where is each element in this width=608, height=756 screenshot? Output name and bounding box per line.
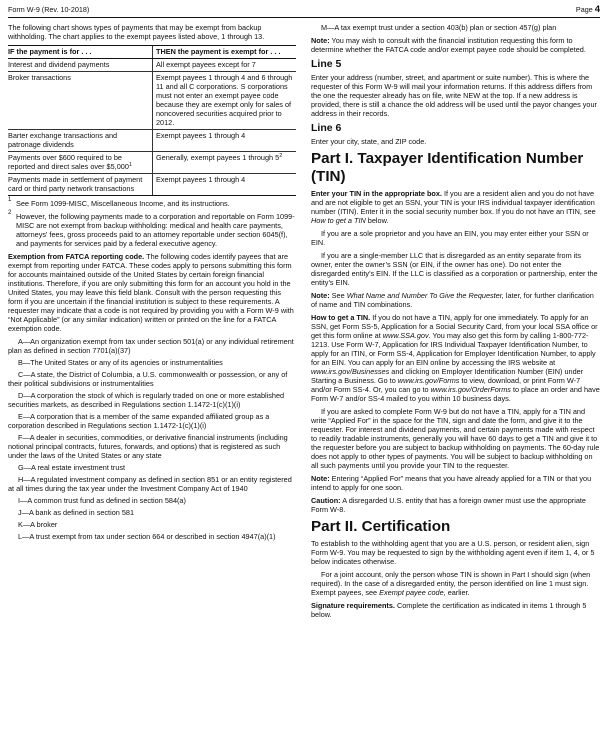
fatca-heading: Exemption from FATCA reporting code. (8, 252, 145, 261)
fatca-code-j: J—A bank as defined in section 581 (18, 508, 135, 517)
page-header (8, 5, 600, 17)
line6-heading: Line 6 (311, 122, 342, 134)
fatca-code-l: L—A trust exempt from tax under section 664 or described in section 4947(a)(1) (18, 532, 276, 541)
table-cell: Broker transactions (8, 72, 153, 130)
table-cell: Exempt payees 1 through 4 and 6 through 11 and all C corporations. S corporations must not enter an exempt payee code because they are exempt only for sales of noncovered securities acquired prior to 2012. (153, 72, 297, 130)
table-cell: All exempt payees except for 7 (153, 59, 297, 72)
applied-for-paragraph: If you are asked to complete Form W-9 but do not have a TIN, apply for a TIN and write “Applied For” in the space for the TIN, sign and date the form, and give it to the requester. For interest and dividend payments, and certain payments made with respect to readily tradable instruments, generally you will have 60 days to get a TIN and give it to the requester before you are subject to backup withholding on payments. The 60-day rule does not apply to other types of payments. You will be subject to backup withholding on all such payments until you provide your TIN to the requester. (311, 407, 600, 470)
llc-paragraph: If you are a single-member LLC that is disregarded as an entity separate from its owner, enter the owner’s SSN (or EIN, if the owner has one). Do not enter the disregarded entity’s EIN. If the LLC is classified as a corporation or partnership, enter the entity’s EIN. (311, 251, 598, 287)
how-to-text: and clicking on Employer Identification Number (EIN) under Starting a Business. Go to (311, 367, 584, 385)
form-title: Form W-9 (Rev. 10-2018) (8, 5, 90, 14)
table-cell: Interest and dividend payments (8, 59, 153, 72)
table-header-row (8, 46, 296, 59)
signature-requirements-paragraph (311, 601, 600, 619)
signature-lead: Signature requirements. (311, 601, 395, 610)
how-to-lead: How to get a TIN. (311, 313, 371, 322)
footnote-ref: 1 (128, 162, 132, 168)
ssa-link: www.SSA.gov (382, 331, 429, 340)
note-text: later, for further clarification of name and TIN combinations. (311, 291, 594, 309)
table-cell: Barter exchange transactions and patronage dividends (8, 130, 153, 152)
tin-paragraph (311, 189, 600, 225)
exemption-chart-table (8, 45, 296, 196)
footnote-ref: 2 (279, 153, 283, 159)
irs-orderforms-link: www.irs.gov/OrderForms (430, 385, 511, 394)
how-to-get-tin-paragraph (311, 313, 600, 403)
note-label: Note: (311, 36, 330, 45)
tin-text: below. (365, 216, 389, 225)
chart-intro: The following chart shows types of payments that may be exempt from backup withholding. The chart applies to the exempt payees listed above, 1 through 13. (8, 23, 265, 41)
note-ref: What Name and Number To Give the Requester, (346, 291, 504, 300)
fatca-body: The following codes identify payees that are exempt from reporting under FATCA. These codes apply to persons submitting this form for accounts maintained outside of the United States by certain foreign financial institutions. Therefore, if you are only submitting this form for an account you hold in the United States, you may leave this field blank. Consult with the person requesting this form if you are uncertain if the financial institution is subject to these requirements. A requester may indicate that a code is not required by providing you with a Form W-9 with “Not Applicable” (or any similar indication) written or printed on the line for a FATCA exemption code. (8, 252, 294, 333)
line6-body: Enter your city, state, and ZIP code. (311, 137, 427, 146)
line5-heading: Line 5 (311, 58, 342, 70)
table-header-cell: IF the payment is for . . . (8, 46, 153, 59)
how-to-text: to place an order and have Form W-7 and/or SS-4 mailed to you within 10 business days. (311, 385, 600, 403)
right-column (311, 23, 600, 623)
note-paragraph (311, 36, 600, 54)
fatca-code-d: D—A corporation the stock of which is regularly traded on one or more established securities markets, as described in Regulations section 1.1472-1(c)(1)(i) (8, 391, 285, 409)
how-to-text: to view, download, or print Form W-7 and/or Form SS-4. Or, you can go to (311, 376, 581, 394)
fatca-code-g: G—A real estate investment trust (18, 463, 126, 472)
signature-text: Complete the certification as indicated in items 1 through 5 below. (311, 601, 587, 619)
how-to-text: If you do not have a TIN, apply for one immediately. To apply for an SSN, get Form SS-5, Application for a Social Security Card, from your local SSA office or get this form online at (311, 313, 598, 340)
how-to-text: . You may also get this form by calling 1-800-772-1213. Use Form W-7, Application for IRS Individual Taxpayer Identification Number, to apply for an ITIN, or Form SS-4, Application for Employer Identification Number, to apply for an EIN. You can apply for an EIN online by accessing the IRS website at (311, 331, 596, 367)
irs-businesses-link: www.irs.gov/Businesses (311, 367, 390, 376)
certification-paragraph: To establish to the withholding agent that you are a U.S. person, or resident alien, sign Form W-9. You may be requested to sign by the withholding agent even if item 1, 4, or 5 below indicates otherwise. (311, 539, 595, 566)
fatca-code-f: F—A dealer in securities, commodities, or derivative financial instruments (including notional principal contracts, futures, forwards, and options) that is registered as such under the laws of the United States or any state (8, 433, 288, 460)
table-header-cell: THEN the payment is exempt for . . . (153, 46, 297, 59)
tin-text: If you are a resident alien and you do not have and are not eligible to get an SSN, your TIN is your IRS individual taxpayer identification number (ITIN). Enter it in the social security number box. If you do not have an ITIN, see (311, 189, 596, 216)
header-rule (8, 17, 600, 18)
table-cell: Payments made in settlement of payment card or third party network transactions (8, 174, 153, 196)
table-cell: Exempt payees 1 through 4 (153, 174, 297, 196)
table-cell (8, 152, 153, 174)
page-number: 4 (594, 4, 600, 15)
note-label: Note: (311, 291, 330, 300)
footnote-text: However, the following payments made to a corporation and reportable on Form 1099-MISC are not exempt from backup withholding: medical and health care payments, attorneys' fees, gross proceeds paid to an attorney reportable under section 6045(f), and payments for services paid by a federal executive agency. (16, 212, 295, 248)
joint-account-paragraph (311, 570, 600, 597)
table-row (8, 59, 296, 72)
sole-proprietor-paragraph: If you are a sole proprietor and you have an EIN, you may enter either your SSN or EIN. (311, 229, 589, 247)
left-column (8, 23, 296, 544)
caution-paragraph (311, 496, 600, 514)
fatca-code-a: A—An organization exempt from tax under section 501(a) or any individual retirement plan as defined in section 7701(a)(37) (8, 337, 294, 355)
footnote-1 (8, 199, 296, 208)
fatca-code-m: M—A tax exempt trust under a section 403(b) plan or section 457(g) plan (321, 23, 557, 32)
footnote-2 (8, 212, 296, 248)
fatca-code-b: B—The United States or any of its agencies or instrumentalities (18, 358, 223, 367)
table-cell-text: Generally, exempt payees 1 through 5 (156, 153, 280, 162)
footnote-text: See Form 1099-MISC, Miscellaneous Income, and its instructions. (16, 199, 230, 208)
joint-text: For a joint account, only the person whose TIN is shown in Part I should sign (when required). In the case of a disregarded entity, the person identified on line 1 must sign. Exempt payees, see (311, 570, 591, 597)
part2-heading: Part II. Certification (311, 518, 451, 535)
joint-ref: Exempt payee code, (379, 588, 446, 597)
fatca-code-c: C—A state, the District of Columbia, a U.S. commonwealth or possession, or any of their political subdivisions or instrumentalities (8, 370, 288, 388)
tin-lead: Enter your TIN in the appropriate box. (311, 189, 442, 198)
fatca-code-i: I—A common trust fund as defined in section 584(a) (18, 496, 186, 505)
table-cell (153, 152, 297, 174)
page-indicator (576, 4, 600, 15)
note-text: Entering “Applied For” means that you have already applied for a TIN or that you intend to apply for one soon. (311, 474, 592, 492)
table-row (8, 130, 296, 152)
joint-text: earlier. (445, 588, 470, 597)
part1-heading: Part I. Taxpayer Identification Number (TIN) (311, 150, 584, 185)
note-label: Note: (311, 474, 330, 483)
table-row (8, 174, 296, 196)
fatca-code-e: E—A corporation that is a member of the same expanded affiliated group as a corporation described in Regulations section 1.1472-1(c)(1)(i) (8, 412, 270, 430)
table-cell-text: Payments over $600 required to be reported and direct sales over $5,000 (8, 153, 129, 171)
fatca-code-k: K—A broker (18, 520, 58, 529)
note-text: You may wish to consult with the financial institution requesting this form to determine whether the FATCA code and/or exempt payee code should be completed. (311, 36, 586, 54)
table-row (8, 72, 296, 130)
footnote-mark: 1 (8, 197, 12, 203)
page-label: Page (575, 5, 593, 14)
line5-body: Enter your address (number, street, and apartment or suite number). This is where the requester of this Form W-9 will mail your information returns. If this address differs from the one the requester already has on file, write NEW at the top. If a new address is provided, there is still a chance the old address will be used until the payor changes your address in their records. (311, 73, 597, 118)
footnote-mark: 2 (8, 210, 12, 216)
fatca-paragraph (8, 252, 296, 333)
note-paragraph (311, 291, 600, 309)
table-cell: Exempt payees 1 through 4 (153, 130, 297, 152)
caution-text: A disregarded U.S. entity that has a foreign owner must use the appropriate Form W-8. (311, 496, 586, 514)
table-row (8, 152, 296, 174)
note-paragraph (311, 474, 600, 492)
irs-forms-link: www.irs.gov/Forms (397, 376, 460, 385)
fatca-code-h: H—A regulated investment company as defined in section 851 or an entity registered at all times during the tax year under the Investment Company Act of 1940 (8, 475, 292, 493)
tin-ref: How to get a TIN (311, 216, 366, 225)
caution-label: Caution: (311, 496, 341, 505)
note-text: See (329, 291, 347, 300)
